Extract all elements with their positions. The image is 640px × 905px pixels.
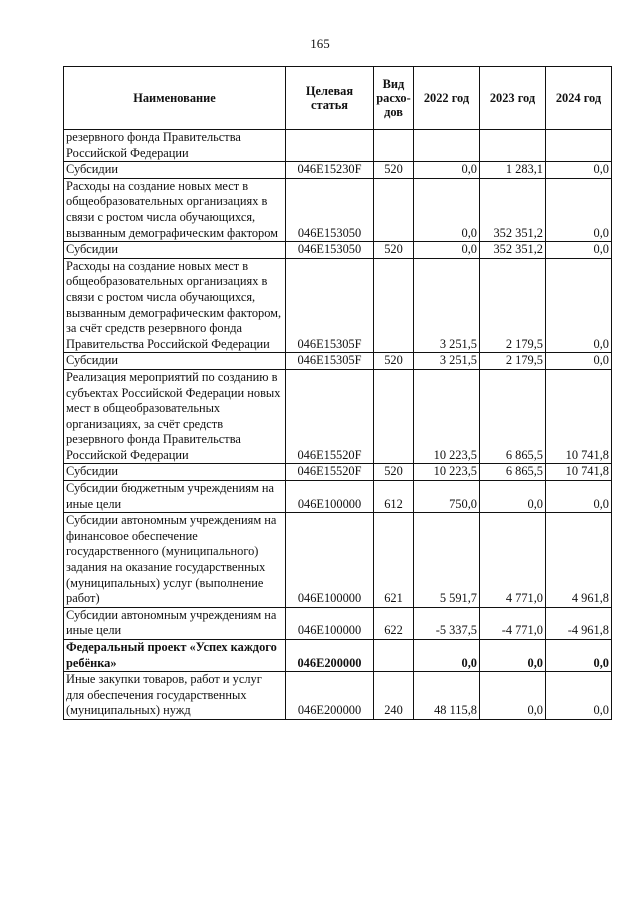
cell-name: Субсидии бюджетным учреждениям на иные цели xyxy=(64,481,286,513)
cell-name: Субсидии xyxy=(64,464,286,481)
cell-2023: 1 283,1 xyxy=(480,162,546,179)
cell-target-article: 046E100000 xyxy=(286,481,374,513)
cell-2023: 6 865,5 xyxy=(480,464,546,481)
cell-name: Иные закупки товаров, работ и услуг для обеспечения государственных (муниципальных) нужд xyxy=(64,672,286,720)
cell-expense-type xyxy=(374,178,414,241)
cell-2023: 352 351,2 xyxy=(480,242,546,259)
header-target-article: Целевая статья xyxy=(286,67,374,130)
cell-2022: 0,0 xyxy=(414,178,480,241)
table-row xyxy=(64,481,612,513)
table-row xyxy=(64,607,612,639)
cell-2024 xyxy=(546,130,612,162)
cell-2022: 10 223,5 xyxy=(414,464,480,481)
cell-name: Реализация мероприятий по созданию в субъектах Российской Федерации новых мест в общеобразовательных организациях, за счёт средств резервного фонда Правительства Российской Федерации xyxy=(64,369,286,464)
cell-2024: 10 741,8 xyxy=(546,369,612,464)
cell-2024: 10 741,8 xyxy=(546,464,612,481)
cell-expense-type: 520 xyxy=(374,353,414,370)
cell-2023: 0,0 xyxy=(480,640,546,672)
cell-2024: 0,0 xyxy=(546,162,612,179)
cell-name: Расходы на создание новых мест в общеобразовательных организациях в связи с ростом числа обучающихся, вызванным демографическим фактором, за счёт средств резервного фонда Правительства Российской Федерации xyxy=(64,258,286,353)
header-2022: 2022 год xyxy=(414,67,480,130)
cell-expense-type xyxy=(374,258,414,353)
cell-expense-type: 612 xyxy=(374,481,414,513)
cell-2023: 2 179,5 xyxy=(480,258,546,353)
table-row xyxy=(64,513,612,608)
cell-2023: 4 771,0 xyxy=(480,513,546,608)
table-row xyxy=(64,130,612,162)
cell-expense-type xyxy=(374,640,414,672)
cell-name: резервного фонда Правительства Российской Федерации xyxy=(64,130,286,162)
cell-2022: 750,0 xyxy=(414,481,480,513)
cell-expense-type xyxy=(374,369,414,464)
table-header-row xyxy=(64,67,612,130)
cell-expense-type: 520 xyxy=(374,162,414,179)
cell-name: Субсидии автономным учреждениям на финансовое обеспечение государственного (муниципального) задания на оказание государственных (муниципальных) услуг (выполнение работ) xyxy=(64,513,286,608)
cell-target-article: 046E15520F xyxy=(286,369,374,464)
cell-2023 xyxy=(480,130,546,162)
cell-2022: 10 223,5 xyxy=(414,369,480,464)
cell-2022: 3 251,5 xyxy=(414,353,480,370)
cell-name: Субсидии xyxy=(64,353,286,370)
cell-2024: 0,0 xyxy=(546,640,612,672)
cell-target-article: 046E153050 xyxy=(286,178,374,241)
cell-name: Федеральный проект «Успех каждого ребёнка» xyxy=(64,640,286,672)
cell-2024: 4 961,8 xyxy=(546,513,612,608)
table-row xyxy=(64,369,612,464)
cell-target-article: 046E15305F xyxy=(286,258,374,353)
cell-2024: 0,0 xyxy=(546,481,612,513)
cell-expense-type: 520 xyxy=(374,464,414,481)
cell-2022: -5 337,5 xyxy=(414,607,480,639)
cell-expense-type: 621 xyxy=(374,513,414,608)
cell-2024: 0,0 xyxy=(546,258,612,353)
cell-name: Субсидии автономным учреждениям на иные цели xyxy=(64,607,286,639)
cell-expense-type: 240 xyxy=(374,672,414,720)
cell-target-article xyxy=(286,130,374,162)
table-row xyxy=(64,640,612,672)
header-2023: 2023 год xyxy=(480,67,546,130)
cell-2024: 0,0 xyxy=(546,672,612,720)
cell-2022: 48 115,8 xyxy=(414,672,480,720)
cell-target-article: 046E100000 xyxy=(286,513,374,608)
cell-expense-type: 622 xyxy=(374,607,414,639)
page-number: 165 xyxy=(310,36,330,51)
cell-2023: 0,0 xyxy=(480,481,546,513)
cell-2023: -4 771,0 xyxy=(480,607,546,639)
cell-2023: 0,0 xyxy=(480,672,546,720)
cell-2024: 0,0 xyxy=(546,353,612,370)
cell-2023: 2 179,5 xyxy=(480,353,546,370)
header-name: Наименование xyxy=(64,67,286,130)
cell-name: Субсидии xyxy=(64,242,286,259)
table-row xyxy=(64,258,612,353)
cell-target-article: 046E200000 xyxy=(286,640,374,672)
cell-target-article: 046E200000 xyxy=(286,672,374,720)
cell-2022: 0,0 xyxy=(414,162,480,179)
cell-2022: 5 591,7 xyxy=(414,513,480,608)
cell-target-article: 046E15520F xyxy=(286,464,374,481)
cell-2023: 6 865,5 xyxy=(480,369,546,464)
budget-table xyxy=(63,66,612,720)
table-row xyxy=(64,672,612,720)
table-row xyxy=(64,353,612,370)
table-row xyxy=(64,242,612,259)
table-row xyxy=(64,464,612,481)
cell-2024: 0,0 xyxy=(546,242,612,259)
cell-expense-type: 520 xyxy=(374,242,414,259)
cell-2022: 0,0 xyxy=(414,242,480,259)
cell-name: Расходы на создание новых мест в общеобразовательных организациях в связи с ростом числа обучающихся, вызванным демографическим фактором xyxy=(64,178,286,241)
cell-2022 xyxy=(414,130,480,162)
cell-name: Субсидии xyxy=(64,162,286,179)
cell-2024: 0,0 xyxy=(546,178,612,241)
cell-target-article: 046E100000 xyxy=(286,607,374,639)
cell-2024: -4 961,8 xyxy=(546,607,612,639)
cell-2022: 3 251,5 xyxy=(414,258,480,353)
cell-target-article: 046E15230F xyxy=(286,162,374,179)
cell-expense-type xyxy=(374,130,414,162)
cell-target-article: 046E15305F xyxy=(286,353,374,370)
table-row xyxy=(64,162,612,179)
header-expense-type: Вид расхо-дов xyxy=(374,67,414,130)
header-2024: 2024 год xyxy=(546,67,612,130)
table-row xyxy=(64,178,612,241)
cell-target-article: 046E153050 xyxy=(286,242,374,259)
cell-2022: 0,0 xyxy=(414,640,480,672)
cell-2023: 352 351,2 xyxy=(480,178,546,241)
